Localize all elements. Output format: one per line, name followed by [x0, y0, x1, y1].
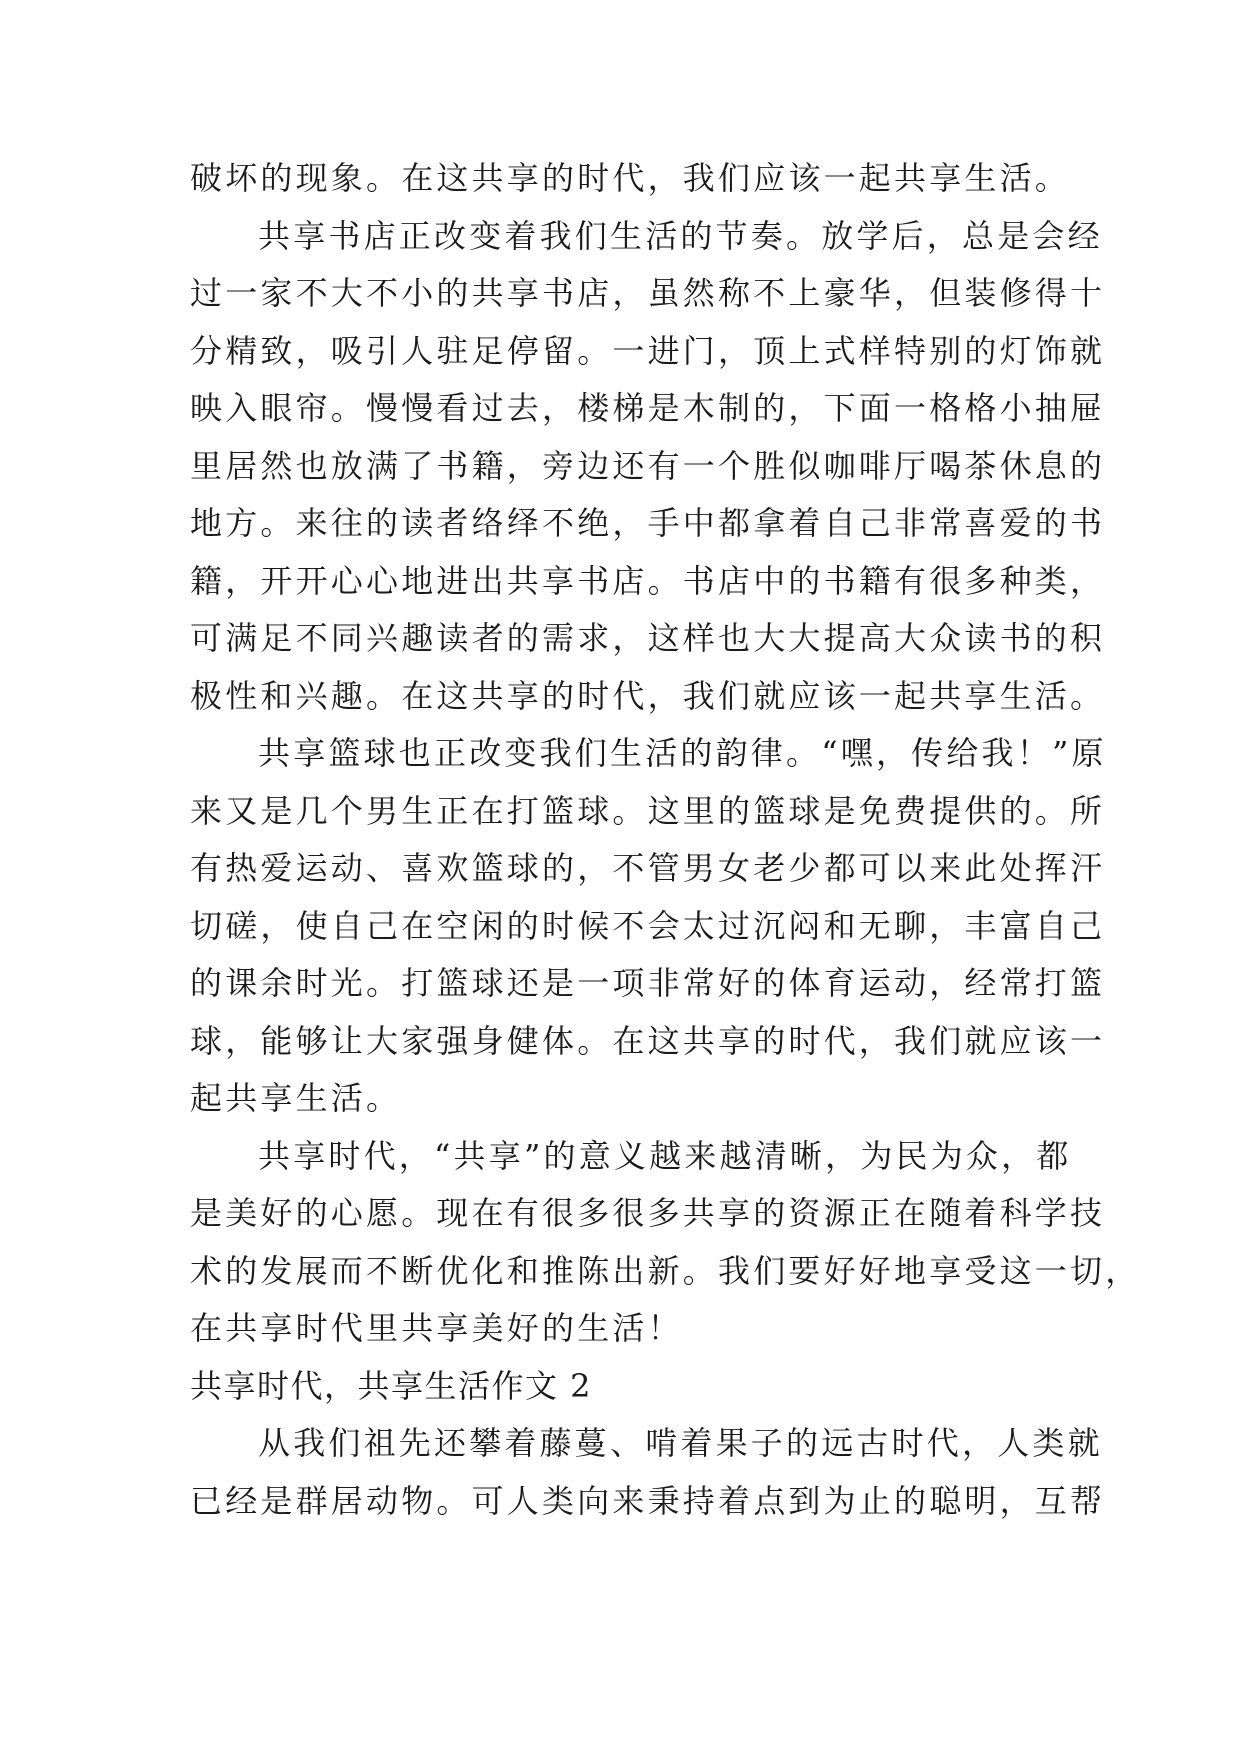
paragraph-start-line: 共享篮球也正改变我们生活的韵律。“嘿，传给我！”原	[258, 734, 1107, 772]
text-line: 有热爱运动、喜欢篮球的，不管男女老少都可以来此处挥汗	[190, 849, 1106, 887]
essay-body	[190, 150, 1141, 1530]
text-line: 起共享生活。	[190, 1079, 402, 1117]
text-line: 术的发展而不断优化和推陈出新。我们要好好地享受这一切，	[190, 1251, 1141, 1290]
text-line: 可满足不同兴趣读者的需求，这样也大大提高大众读书的积	[190, 619, 1106, 657]
text-line: 极性和兴趣。在这共享的时代，我们就应该一起共享生活。	[190, 676, 1106, 715]
text-line: 映入眼帘。慢慢看过去，楼梯是木制的，下面一格格小抽屉	[190, 389, 1106, 427]
text-line: 是美好的心愿。现在有很多很多共享的资源正在随着科学技	[190, 1194, 1106, 1232]
text-line: 已经是群居动物。可人类向来秉持着点到为止的聪明，互帮	[190, 1481, 1106, 1520]
text-line: 地方。来往的读者络绎不绝，手中都拿着自己非常喜爱的书	[190, 504, 1106, 542]
text-line: 过一家不大不小的共享书店，虽然称不上豪华，但装修得十	[190, 274, 1106, 312]
essay-title: 共享时代，共享生活作文 2	[190, 1366, 593, 1405]
text-line: 切磋，使自己在空闲的时候不会太过沉闷和无聊，丰富自己	[190, 906, 1106, 945]
text-line: 里居然也放满了书籍，旁边还有一个胜似咖啡厅喝茶休息的	[190, 446, 1106, 485]
text-line: 来又是几个男生正在打篮球。这里的篮球是免费提供的。所	[190, 791, 1106, 830]
text-line: 破坏的现象。在这共享的时代，我们应该一起共享生活。	[190, 159, 1071, 197]
text-line: 籍，开开心心地进出共享书店。书店中的书籍有很多种类，	[190, 561, 1106, 600]
text-line: 球，能够让大家强身健体。在这共享的时代，我们就应该一	[190, 1021, 1106, 1060]
text-line: 的课余时光。打篮球还是一项非常好的体育运动，经常打篮	[190, 964, 1106, 1002]
text-line: 分精致，吸引人驻足停留。一进门，顶上式样特别的灯饰就	[190, 331, 1106, 370]
text-line: 在共享时代里共享美好的生活！	[190, 1309, 683, 1347]
paragraph-start-line: 共享时代，“共享”的意义越来越清晰，为民为众，都	[258, 1136, 1072, 1175]
paragraph-start-line: 从我们祖先还攀着藤蔓、啃着果子的远古时代，人类就	[258, 1424, 1103, 1462]
paragraph-start-line: 共享书店正改变着我们生活的节奏。放学后，总是会经	[258, 216, 1103, 255]
